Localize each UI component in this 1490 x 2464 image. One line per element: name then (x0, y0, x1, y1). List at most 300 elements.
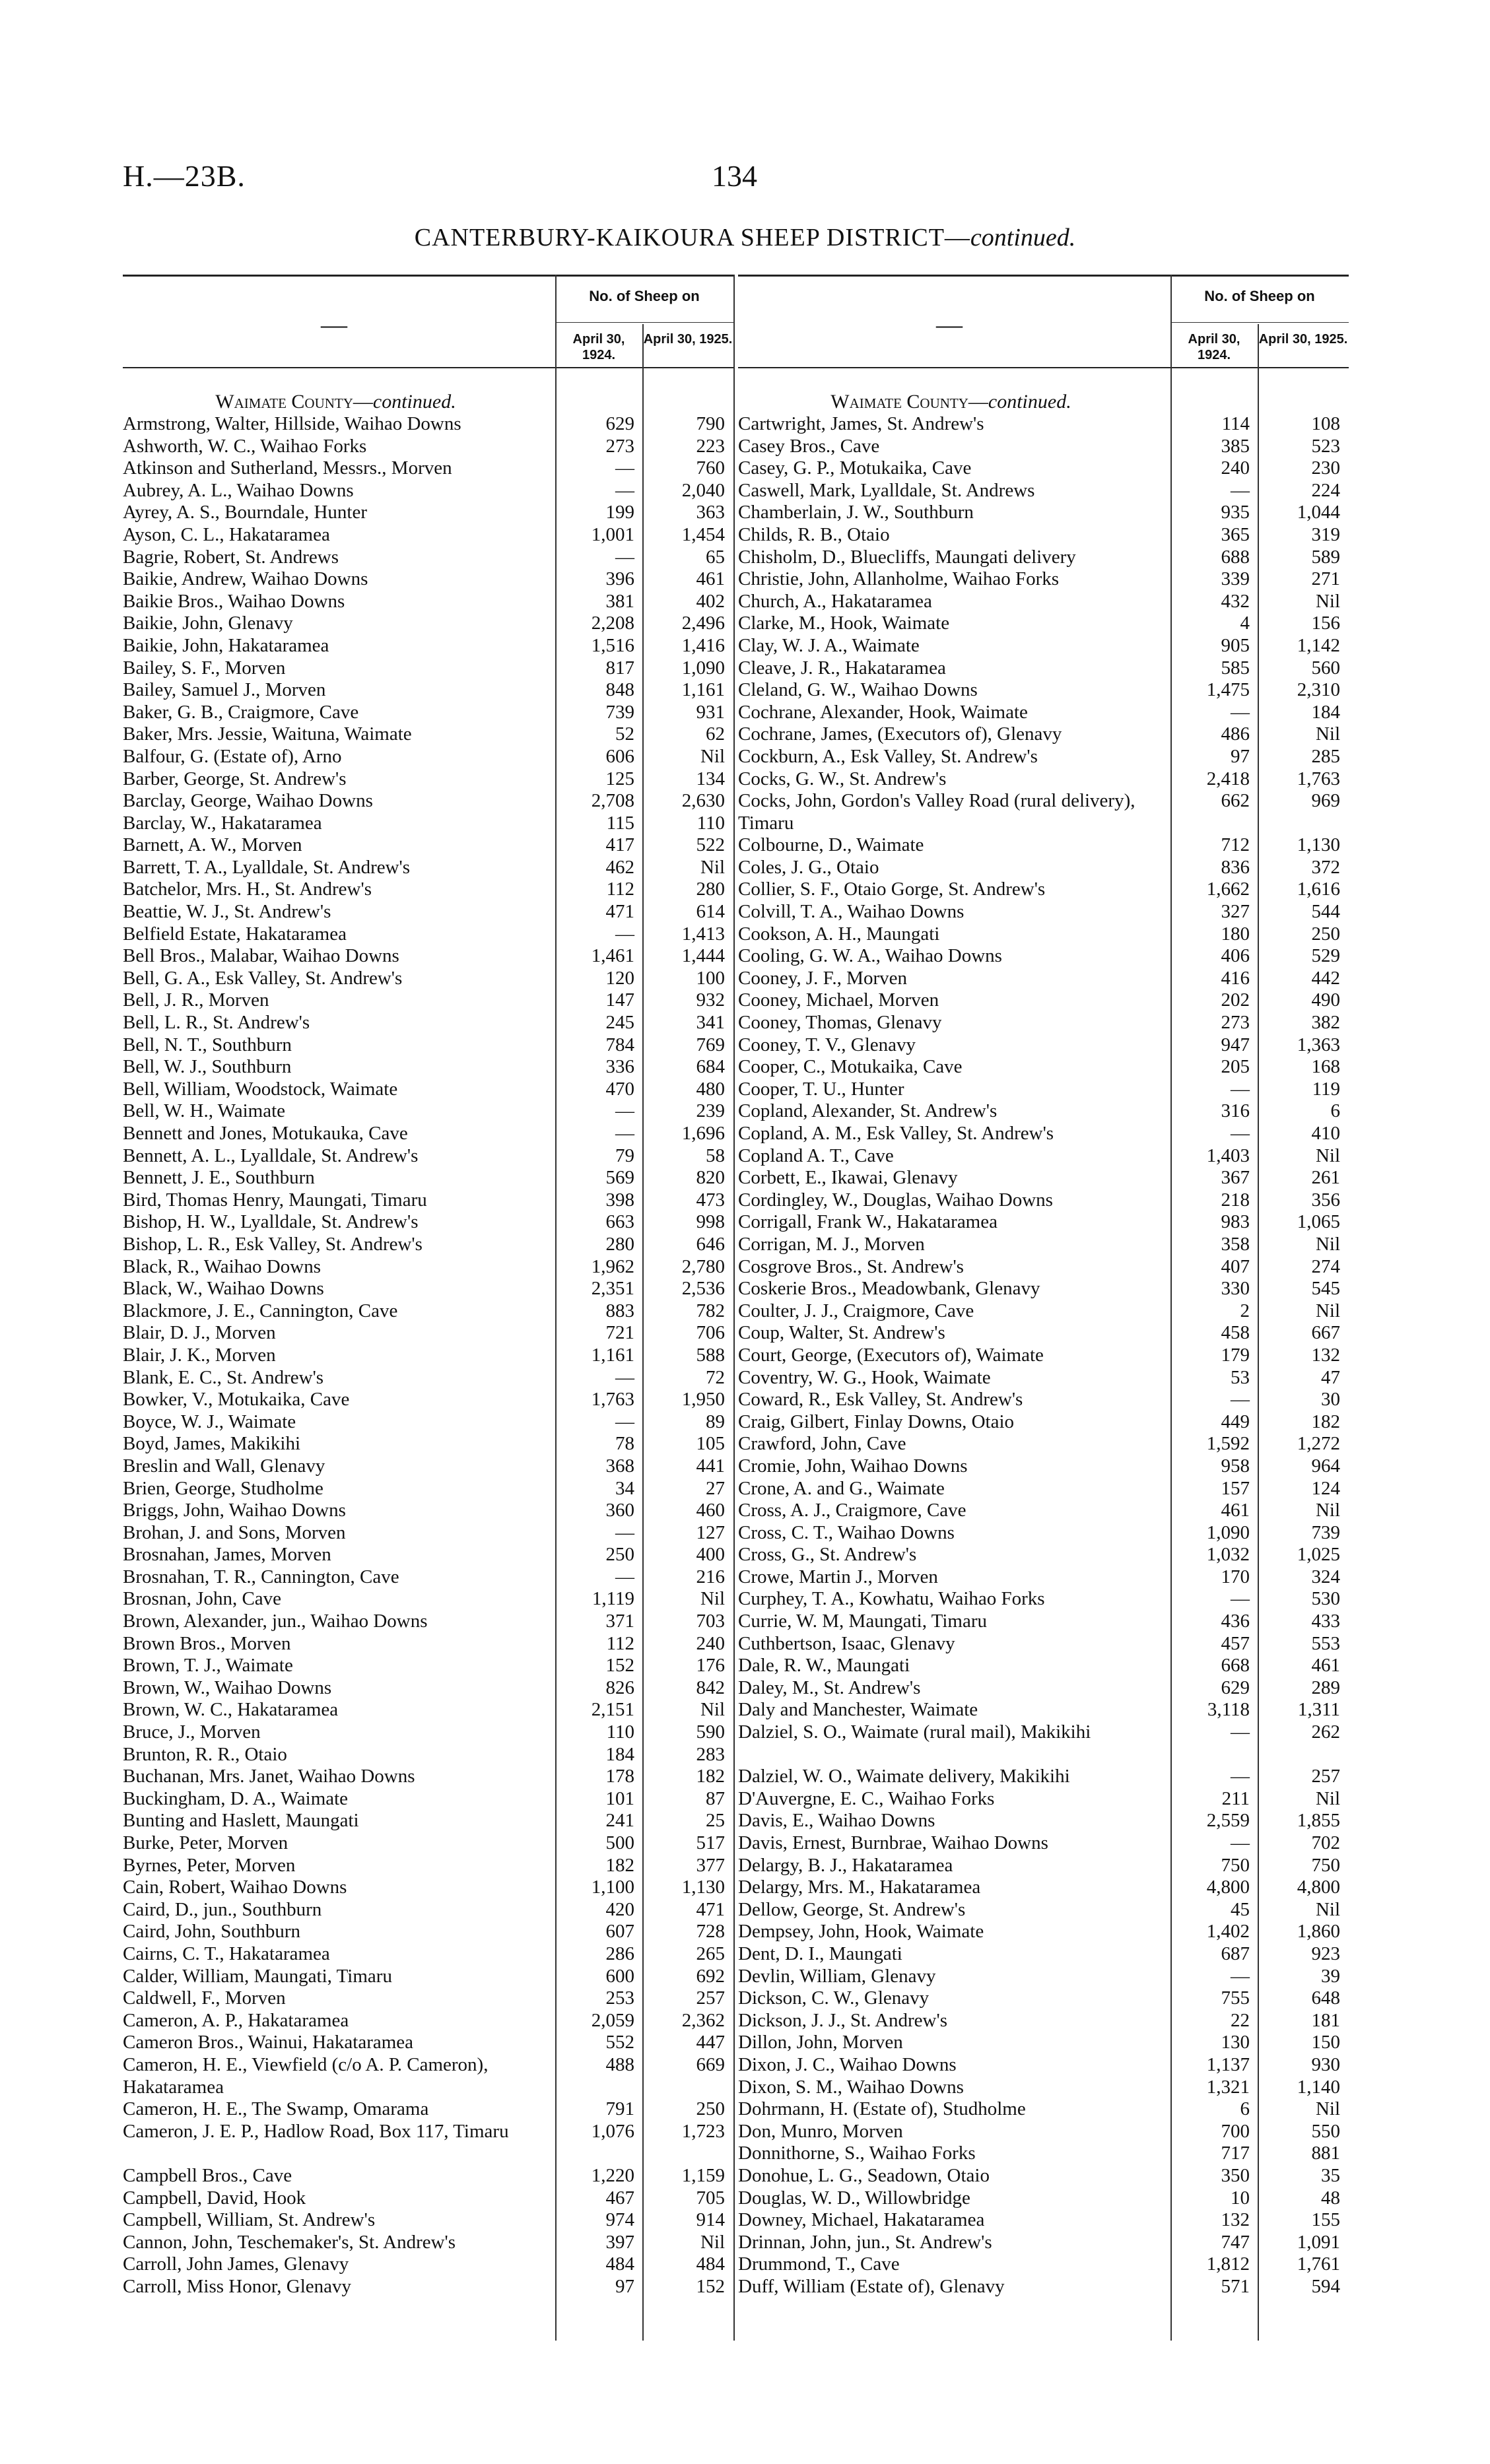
holder-name: Dohrmann, H. (Estate of), Studholme (738, 2098, 1026, 2120)
sheep-1924: 958 (1221, 1455, 1250, 1477)
sheep-1924: 1,032 (1206, 1544, 1250, 1566)
holder-name: Blank, E. C., St. Andrew's (123, 1366, 324, 1388)
sheep-1925: 184 (1311, 701, 1340, 723)
sheep-1924: 2,708 (591, 790, 634, 812)
table-row (731, 1433, 1349, 1455)
holder-name: Cooper, C., Motukaika, Cave (738, 1056, 963, 1078)
table-row (116, 1544, 733, 1566)
holder-name: Belfield Estate, Hakataramea (123, 923, 347, 945)
sheep-1924: 130 (1221, 2032, 1250, 2053)
sheep-1925: 1,311 (1297, 1699, 1340, 1721)
sheep-1924: 606 (605, 745, 634, 767)
sheep-1925: 274 (1311, 1255, 1340, 1277)
holder-name: Don, Munro, Morven (738, 2120, 903, 2142)
sheep-1924: 10 (1231, 2187, 1250, 2209)
sheep-1924: 420 (605, 1898, 634, 1920)
table-row (731, 613, 1349, 635)
sheep-1925: 100 (696, 967, 725, 989)
table-row (731, 2232, 1349, 2254)
table-row (731, 1478, 1349, 1500)
table-row (731, 1056, 1349, 1079)
holder-name: Devlin, William, Glenavy (738, 1965, 936, 1987)
holder-name: Brunton, R. R., Otaio (123, 1743, 287, 1765)
table-row (731, 502, 1349, 524)
sheep-1924: 358 (1221, 1233, 1250, 1255)
holder-name: Coward, R., Esk Valley, St. Andrew's (738, 1389, 1023, 1411)
holder-name: Christie, John, Allanholme, Waihao Forks (738, 568, 1060, 590)
sheep-1924: 1,090 (1206, 1521, 1250, 1543)
sheep-1924: 110 (606, 1721, 634, 1743)
holder-name: Cleave, J. R., Hakataramea (738, 657, 946, 679)
holder-name: Cooney, T. V., Glenavy (738, 1034, 916, 1055)
sheep-1924: 1,100 (591, 1877, 634, 1898)
holder-name: Cleland, G. W., Waihao Downs (738, 679, 978, 701)
sheep-1924: — (615, 1366, 634, 1388)
sheep-1925: 1,272 (1297, 1433, 1340, 1455)
holder-name: Cooney, Michael, Morven (738, 989, 939, 1011)
table-row (116, 2253, 733, 2276)
section-heading (731, 391, 1170, 413)
sheep-1925: Nil (700, 2231, 725, 2253)
holder-name: Cordingley, W., Douglas, Waihao Downs (738, 1189, 1053, 1211)
holder-name: Bennett, A. L., Lyalldale, St. Andrew's (123, 1145, 419, 1166)
table-row (116, 901, 733, 923)
sheep-1925: 1,761 (1297, 2253, 1340, 2275)
table-row (116, 1899, 733, 1921)
sheep-1924: 180 (1221, 923, 1250, 945)
table-row (116, 1411, 733, 1434)
sheep-1925: 782 (696, 1300, 725, 1321)
sheep-1924: 662 (1221, 790, 1250, 812)
table-row (731, 2276, 1349, 2298)
table-row (731, 1167, 1349, 1189)
sheep-1924: 184 (605, 1743, 634, 1765)
holder-name: Copland, Alexander, St. Andrew's (738, 1100, 998, 1122)
sheep-1925: 182 (1311, 1411, 1340, 1432)
table-row (731, 2054, 1349, 2077)
sheep-1924: 791 (605, 2098, 634, 2120)
holder-name: Cocks, John, Gordon's Valley Road (rural delivery), Timaru (738, 790, 1135, 834)
holder-name: Caird, John, Southburn (123, 1921, 301, 1943)
table-row (116, 1300, 733, 1323)
sheep-1925: Nil (1315, 1898, 1340, 1920)
sheep-1925: 589 (1311, 546, 1340, 568)
table-row (116, 2098, 733, 2121)
table-row (116, 768, 733, 791)
sheep-1925: 1,616 (1297, 879, 1340, 900)
holder-name: Breslin and Wall, Glenavy (123, 1455, 325, 1477)
sheep-1925: 283 (696, 1743, 725, 1765)
table-row (116, 1500, 733, 1522)
sheep-1924: 1,137 (1206, 2053, 1250, 2075)
sheep-1924: 179 (1221, 1344, 1250, 1366)
sheep-1924: 2,559 (1206, 1810, 1250, 1832)
holder-name: Crone, A. and G., Waimate (738, 1477, 945, 1499)
sheep-1924: — (1231, 1078, 1250, 1100)
table-row (731, 989, 1349, 1012)
table-row (116, 457, 733, 480)
table-row (731, 923, 1349, 946)
holder-name: Cooney, J. F., Morven (738, 967, 907, 989)
sheep-1924: 2,418 (1206, 768, 1250, 789)
holder-name: Clay, W. J. A., Waimate (738, 634, 920, 656)
sheep-1924: 114 (1221, 413, 1250, 434)
table-row (116, 480, 733, 502)
holder-name: Bunting and Haslett, Maungati (123, 1810, 359, 1832)
holder-name: Caswell, Mark, Lyalldale, St. Andrews (738, 479, 1035, 501)
sheep-1925: 4,800 (1297, 1877, 1340, 1898)
sheep-1925: 87 (706, 1787, 725, 1809)
sheep-1925: 1,950 (681, 1389, 725, 1411)
sheep-1924: — (615, 1123, 634, 1144)
sheep-1924: 22 (1231, 2009, 1250, 2031)
sheep-1925: 930 (1311, 2053, 1340, 2075)
sheep-1924: 935 (1221, 502, 1250, 523)
table-row (116, 502, 733, 524)
sheep-1924: 170 (1221, 1566, 1250, 1587)
table-row (731, 547, 1349, 569)
sheep-1925: 530 (1311, 1588, 1340, 1610)
sheep-1924: 53 (1231, 1366, 1250, 1388)
table-row (731, 679, 1349, 702)
sheep-1925: 2,362 (681, 2009, 725, 2031)
holder-name: Dalziel, W. O., Waimate delivery, Makikihi (738, 1766, 1070, 1787)
sheep-1925: 319 (1311, 523, 1340, 545)
table-row (116, 1345, 733, 1367)
sheep-1924: 432 (1221, 590, 1250, 612)
sheep-1924: 4 (1240, 613, 1250, 634)
sheep-1925: 1,696 (681, 1123, 725, 1144)
table-row (731, 746, 1349, 768)
sheep-1925: 181 (1311, 2009, 1340, 2031)
table-row (116, 1189, 733, 1212)
sheep-1925: 108 (1311, 413, 1340, 434)
holder-name: Armstrong, Walter, Hillside, Waihao Downs (123, 413, 461, 434)
sheep-1925: 265 (696, 1943, 725, 1964)
table-row (731, 2077, 1349, 2099)
holder-name: Coulter, J. J., Craigmore, Cave (738, 1300, 974, 1321)
holder-name: Blair, D. J., Morven (123, 1322, 276, 1344)
sheep-1924: — (615, 457, 634, 479)
table-row (731, 1899, 1349, 1921)
table-row (731, 1123, 1349, 1145)
sheep-1925: 324 (1311, 1566, 1340, 1587)
sheep-1925: 461 (696, 568, 725, 590)
sheep-1924: 461 (1221, 1500, 1250, 1521)
sheep-1925: 703 (696, 1611, 725, 1632)
sheep-1924: 668 (1221, 1655, 1250, 1677)
holder-name: Brown, T. J., Waimate (123, 1655, 293, 1677)
holder-name: Church, A., Hakataramea (738, 590, 932, 612)
holder-name: Cameron, H. E., Viewfield (c/o A. P. Cameron), Hakataramea (123, 2053, 489, 2098)
sheep-1924: 462 (605, 856, 634, 878)
sheep-1924: 826 (605, 1677, 634, 1698)
holder-name: Chisholm, D., Bluecliffs, Maungati delivery (738, 546, 1076, 568)
sheep-1924: 397 (605, 2231, 634, 2253)
holder-name: Briggs, John, Waihao Downs (123, 1500, 346, 1521)
holder-name: Duff, William (Estate of), Glenavy (738, 2275, 1005, 2297)
sheep-1924: 1,812 (1206, 2253, 1250, 2275)
sheep-1924: 157 (1221, 1477, 1250, 1499)
table-row (116, 613, 733, 635)
sheep-1925: 473 (696, 1189, 725, 1211)
table-row (116, 2209, 733, 2232)
sheep-1925: 289 (1311, 1677, 1340, 1698)
sheep-1925: 372 (1311, 856, 1340, 878)
table-row (116, 1433, 733, 1455)
sheep-1924: — (1231, 479, 1250, 501)
table-row (731, 879, 1349, 901)
holder-name: Ashworth, W. C., Waihao Forks (123, 435, 367, 457)
sheep-1925: Nil (700, 1588, 725, 1610)
holder-name: Brown, Alexander, jun., Waihao Downs (123, 1611, 428, 1632)
sheep-1924: 687 (1221, 1943, 1250, 1964)
sheep-1925: 382 (1311, 1012, 1340, 1034)
sheep-1925: Nil (1315, 1145, 1340, 1166)
table-row (116, 635, 733, 657)
holder-name: Buchanan, Mrs. Janet, Waihao Downs (123, 1766, 415, 1787)
sheep-1924: 947 (1221, 1034, 1250, 1055)
sheep-1925: 62 (706, 723, 725, 745)
table-row (731, 834, 1349, 857)
table-row (731, 1655, 1349, 1677)
table-row (116, 1145, 733, 1168)
holder-name: Blair, J. K., Morven (123, 1344, 276, 1366)
table-row (116, 2121, 733, 2165)
sheep-1925: 1,025 (1297, 1544, 1340, 1566)
table-row (731, 1522, 1349, 1545)
sheep-1924: 416 (1221, 967, 1250, 989)
right-table (731, 275, 1349, 2341)
table-row (116, 2187, 733, 2210)
holder-name: Bruce, J., Morven (123, 1721, 261, 1743)
table-row (731, 1855, 1349, 1877)
sheep-1924: — (1231, 701, 1250, 723)
holder-name: Cameron, J. E. P., Hadlow Road, Box 117, Timaru (123, 2120, 509, 2142)
holder-name: Cross, C. T., Waihao Downs (738, 1521, 955, 1543)
sheep-1925: 517 (696, 1832, 725, 1853)
holder-name: Cairns, C. T., Hakataramea (123, 1943, 330, 1964)
sheep-1925: 648 (1311, 1987, 1340, 2009)
sheep-1924: 607 (605, 1921, 634, 1943)
name-column-header: — (321, 310, 347, 339)
holder-name: Dalziel, S. O., Waimate (rural mail), Makikihi (738, 1721, 1091, 1743)
sheep-1924: 1,119 (592, 1588, 634, 1610)
table-row (731, 702, 1349, 724)
sheep-1925: 1,090 (681, 657, 725, 679)
holder-name: Cameron Bros., Wainui, Hakataramea (123, 2032, 414, 2053)
sheep-1924: 1,076 (591, 2120, 634, 2142)
sheep-1925: 1,130 (681, 1877, 725, 1898)
holder-name: Cochrane, Alexander, Hook, Waimate (738, 701, 1028, 723)
holder-name: Baikie Bros., Waihao Downs (123, 590, 345, 612)
holder-name: Byrnes, Peter, Morven (123, 1854, 296, 1876)
holder-name: Donohue, L. G., Seadown, Otaio (738, 2164, 990, 2186)
table-row (116, 2232, 733, 2254)
table-row (116, 1677, 733, 1700)
sheep-1924: 407 (1221, 1255, 1250, 1277)
holder-name: Bell, W. J., Southburn (123, 1056, 292, 1078)
table-row (116, 1566, 733, 1589)
table-row (116, 813, 733, 835)
sheep-1924: 316 (1221, 1100, 1250, 1122)
sheep-1925: 250 (1311, 923, 1340, 945)
holder-name: Bennett, J. E., Southburn (123, 1167, 315, 1189)
sheep-1925: 239 (696, 1100, 725, 1122)
sheep-1924: 1,161 (591, 1344, 634, 1366)
holder-name: Barclay, George, Waihao Downs (123, 790, 373, 812)
sheep-1925: 447 (696, 2032, 725, 2053)
table-row (731, 1966, 1349, 1988)
table-row (116, 1788, 733, 1811)
holder-name: Blackmore, J. E., Cannington, Cave (123, 1300, 398, 1321)
title-text: CANTERBURY-KAIKOURA SHEEP DISTRICT— (414, 224, 970, 251)
holder-name: Barrett, T. A., Lyalldale, St. Andrew's (123, 856, 411, 878)
table-row (731, 657, 1349, 680)
holder-name: Baikie, Andrew, Waihao Downs (123, 568, 368, 590)
holder-name: Brosnan, John, Cave (123, 1588, 282, 1610)
sheep-1925: 529 (1311, 945, 1340, 967)
holder-name: Donnithorne, S., Waihao Forks (738, 2143, 976, 2164)
holder-name: Barber, George, St. Andrew's (123, 768, 347, 789)
holder-name: Clarke, M., Hook, Waimate (738, 613, 950, 634)
sheep-1924: 245 (605, 1012, 634, 1034)
sheep-1924: 470 (605, 1078, 634, 1100)
sheep-1924: 1,403 (1206, 1145, 1250, 1166)
sheep-1925: 728 (696, 1921, 725, 1943)
holder-name: Beattie, W. J., St. Andrew's (123, 901, 331, 923)
sheep-1925: 614 (696, 901, 725, 923)
holder-name: Daly and Manchester, Waimate (738, 1699, 978, 1721)
sheep-1925: 1,855 (1297, 1810, 1340, 1832)
sheep-1924: 78 (615, 1433, 634, 1455)
sheep-1924: — (615, 923, 634, 945)
sheep-1925: 280 (696, 879, 725, 900)
holder-name: Campbell, David, Hook (123, 2187, 306, 2209)
sheep-1925: 257 (1311, 1766, 1340, 1787)
sheep-1924: 417 (605, 834, 634, 856)
table-row (116, 1256, 733, 1279)
holder-name: Cameron, A. P., Hakataramea (123, 2009, 349, 2031)
sheep-1924: 125 (605, 768, 634, 789)
sheep-1924: 629 (1221, 1677, 1250, 1698)
sheep-1924: 717 (1221, 2143, 1250, 2164)
sheep-1925: 356 (1311, 1189, 1340, 1211)
sheep-1924: 883 (605, 1300, 634, 1321)
table-row (731, 1921, 1349, 1943)
sheep-1924: 34 (615, 1477, 634, 1499)
sheep-1925: 545 (1311, 1278, 1340, 1300)
sheep-1925: 484 (696, 2253, 725, 2275)
sheep-1925: 460 (696, 1500, 725, 1521)
sheep-1925: Nil (1315, 590, 1340, 612)
holder-name: Corrigall, Frank W., Hakataramea (738, 1211, 998, 1233)
table-row (116, 679, 733, 702)
sheep-1925: 553 (1311, 1632, 1340, 1654)
sheep-1925: 2,630 (681, 790, 725, 812)
table-row (731, 1278, 1349, 1300)
table-row (731, 723, 1349, 746)
holder-name: Black, W., Waihao Downs (123, 1278, 324, 1300)
sheep-1924: 747 (1221, 2231, 1250, 2253)
holder-name: Copland A. T., Cave (738, 1145, 894, 1166)
holder-name: Copland, A. M., Esk Valley, St. Andrew's (738, 1123, 1054, 1144)
sheep-1925: 1,161 (681, 679, 725, 701)
sheep-1924: 1,592 (1206, 1433, 1250, 1455)
table-row (116, 2010, 733, 2032)
sheep-1925: 25 (706, 1810, 725, 1832)
table-row (116, 1766, 733, 1788)
sheep-1925: 30 (1321, 1389, 1340, 1411)
document-reference: H.—23B. (123, 159, 246, 193)
holder-name: Brosnahan, T. R., Cannington, Cave (123, 1566, 399, 1587)
sheep-1924: 2,151 (591, 1699, 634, 1721)
sheep-1925: 89 (706, 1411, 725, 1432)
sheep-1925: 667 (1311, 1322, 1340, 1344)
holder-name: Dale, R. W., Maungati (738, 1655, 910, 1677)
sheep-1925: 646 (696, 1233, 725, 1255)
table-row (116, 1367, 733, 1389)
table-row (116, 968, 733, 990)
group-header-rule (1170, 322, 1349, 323)
table-row (116, 1056, 733, 1079)
holder-name: Bell, W. H., Waimate (123, 1100, 286, 1122)
holder-name: Dickson, C. W., Glenavy (738, 1987, 930, 2009)
holder-name: Bowker, V., Motukaika, Cave (123, 1389, 350, 1411)
table-row (116, 923, 733, 946)
holder-name: Balfour, G. (Estate of), Arno (123, 745, 342, 767)
holder-name: Chamberlain, J. W., Southburn (738, 502, 974, 523)
sheep-1925: 1,763 (1297, 768, 1340, 789)
table-row (116, 524, 733, 547)
sheep-1925: 560 (1311, 657, 1340, 679)
holder-name: Buckingham, D. A., Waimate (123, 1787, 349, 1809)
table-row (116, 657, 733, 680)
table-row (116, 989, 733, 1012)
table-row (116, 834, 733, 857)
holder-name: Dempsey, John, Hook, Waimate (738, 1921, 984, 1943)
sheep-1925: 1,159 (681, 2164, 725, 2186)
holder-name: Cocks, G. W., St. Andrew's (738, 768, 947, 789)
sheep-1925: 964 (1311, 1455, 1340, 1477)
sheep-1924: 600 (605, 1965, 634, 1987)
sheep-1925: 6 (1330, 1100, 1340, 1122)
sheep-1924: 115 (606, 812, 634, 834)
sheep-1925: Nil (700, 856, 725, 878)
sheep-1925: 1,860 (1297, 1921, 1340, 1943)
table-row (116, 1588, 733, 1611)
holder-name: Downey, Michael, Hakataramea (738, 2209, 985, 2231)
table-row (731, 2209, 1349, 2232)
sheep-1924: 2,059 (591, 2009, 634, 2031)
table-row (731, 568, 1349, 591)
holder-name: Davis, E., Waihao Downs (738, 1810, 935, 1832)
sheep-1925: 402 (696, 590, 725, 612)
sheep-1925: 914 (696, 2209, 725, 2231)
sheep-1924: — (1231, 1389, 1250, 1411)
sheep-1925: 790 (696, 413, 725, 434)
table-row (116, 2054, 733, 2098)
sheep-1925: 692 (696, 1965, 725, 1987)
table-row (116, 746, 733, 768)
holder-name: Coventry, W. G., Hook, Waimate (738, 1366, 991, 1388)
holder-name: Caldwell, F., Morven (123, 1987, 286, 2009)
table-row (731, 1322, 1349, 1345)
sheep-1924: 240 (1221, 457, 1250, 479)
table-row (116, 1721, 733, 1744)
sheep-1924: 552 (605, 2032, 634, 2053)
sheep-1925: 134 (696, 768, 725, 789)
